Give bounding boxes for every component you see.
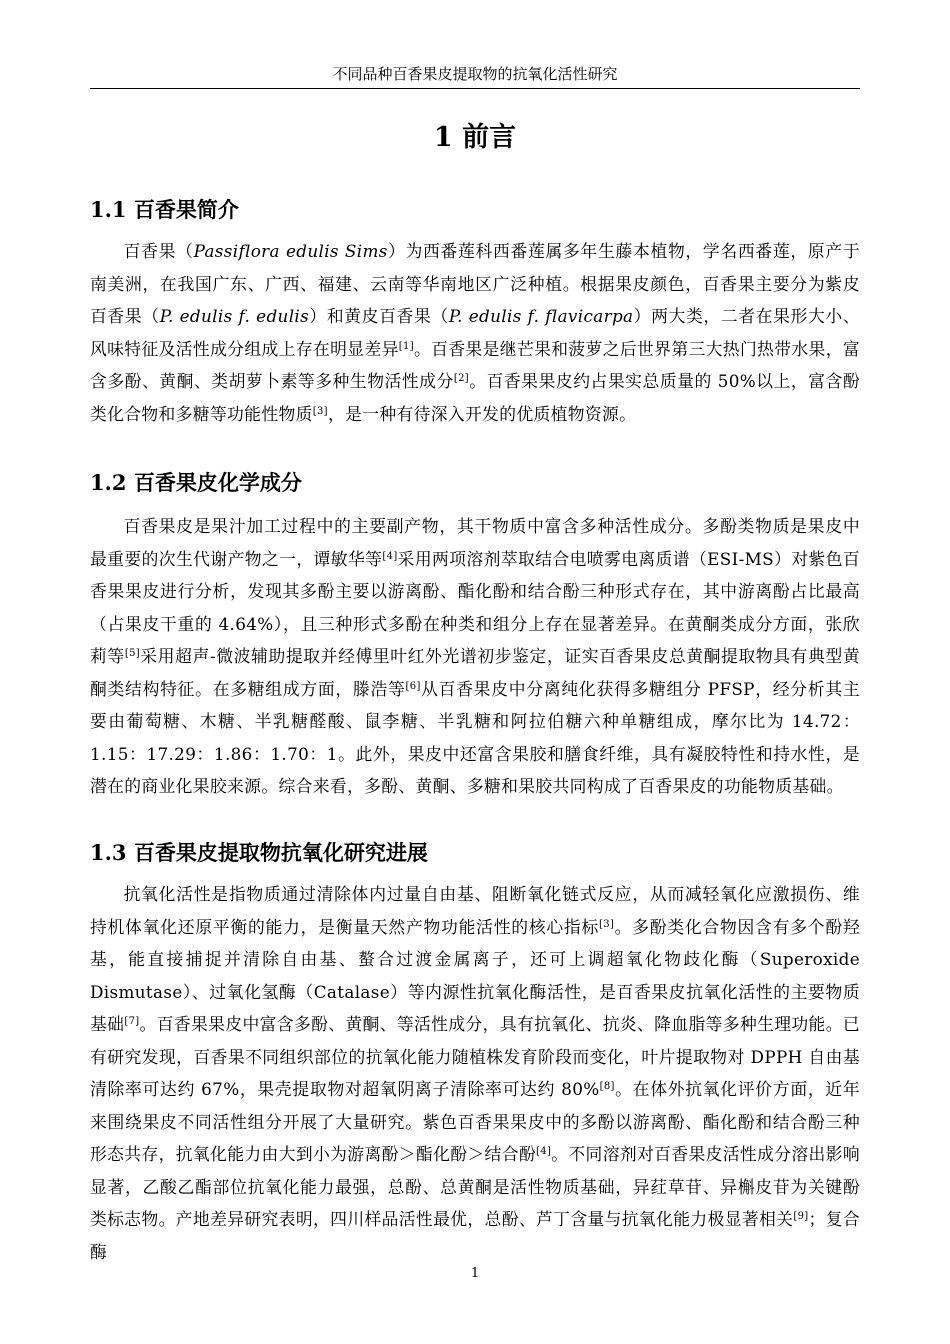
paragraph-text: ）两大类，二者在果形大小、风味特征及活性成分组成上存在明显差异 bbox=[90, 306, 860, 359]
citation-ref: [1] bbox=[398, 340, 414, 352]
section-body-1-2 bbox=[90, 510, 860, 803]
paragraph-text: 百香果（ bbox=[123, 241, 194, 261]
citation-ref: [8] bbox=[599, 1081, 615, 1092]
citation-ref: [4] bbox=[536, 1146, 552, 1157]
paragraph-text: 采用两项溶剂萃取结合电喷雾电离质谱（ESI-MS）对紫色百香果果皮进行分析，发现其多酚主要以游离酚、酯化酚和结合酚三种形式存在，其中游离酚占比最高（占果皮干重的 4.64%），且三种形式多酚在种类和组分上存在显著差异。在黄酮类成分方面，张欣莉等 bbox=[90, 548, 860, 666]
paragraph-text: 采用超声-微波辅助提取并经傅里叶红外光谱初步鉴定，证实百香果皮总黄酮提取物具有典型黄酮类结构特征。在多糖组成方面，滕浩等 bbox=[90, 646, 861, 699]
citation-ref: [6] bbox=[405, 680, 421, 692]
section-title-1-3: 1.3 百香果皮提取物抗氧化研究进展 bbox=[90, 840, 428, 865]
paragraph-text: ）为西番莲科西番莲属多年生藤本植物，学名西番莲，原产于南美洲，在我国广东、广西、福建、云南等华南地区广泛种植。根据果皮颜色，百香果主要分为紫皮百香果（ bbox=[90, 241, 860, 326]
section-body-1-1 bbox=[90, 235, 860, 430]
citation-ref: [2] bbox=[453, 373, 470, 384]
species-name: P. edulis f. edulis bbox=[159, 306, 310, 326]
page-number: 1 bbox=[470, 1266, 480, 1281]
citation-ref: [3] bbox=[312, 405, 328, 417]
paragraph-text: 。百香果是继芒果和菠萝之后世界第三大热门热带水果，富含多酚、黄酮、类胡萝卜素等多种生物活性成分 bbox=[90, 338, 860, 391]
paragraph-text: 抗氧化活性是指物质通过清除体内过量自由基、阻断氧化链式反应，从而减轻氧化应激损伤、维持机体氧化还原平衡的能力，是衡量天然产物功能活性的核心指标 bbox=[90, 884, 860, 937]
paragraph-text: 。多酚类化合物因含有多个酚羟基，能直接捕捉并清除自由基、螯合过渡金属离子，还可上调超氧化物歧化酶（Superoxide Dismutase）、过氧化氢酶（Catalase）等内源性抗氧化酶活性，是百香果皮抗氧化活性的主要物质基础 bbox=[90, 916, 861, 1034]
citation-ref: [3] bbox=[599, 918, 615, 930]
running-header: 不同品种百香果皮提取物的抗氧化活性研究 bbox=[332, 65, 618, 83]
citation-ref: [5] bbox=[124, 648, 141, 659]
paragraph-text: ）和黄皮百香果（ bbox=[309, 306, 449, 326]
section-body-1-3 bbox=[90, 878, 860, 1268]
section-title-1-1: 1.1 百香果简介 bbox=[90, 197, 239, 222]
paragraph-text: 。在体外抗氧化评价方面，近年来围绕果皮不同活性组分开展了大量研究。紫色百香果果皮中的多酚以游离酚、酯化酚和结合酚三种形态共存，抗氧化能力由大到小为游离酚＞酯化酚＞结合酚 bbox=[90, 1079, 861, 1164]
section-title-1-2: 1.2 百香果皮化学成分 bbox=[90, 470, 302, 495]
chapter-title: 1 前言 bbox=[433, 122, 517, 153]
paragraph-text: ；复合酶 bbox=[90, 1209, 860, 1262]
paragraph-text: ，是一种有待深入开发的优质植物资源。 bbox=[327, 403, 637, 424]
species-name: Passiflora edulis Sims bbox=[193, 241, 388, 261]
citation-ref: [4] bbox=[382, 550, 398, 562]
citation-ref: [9] bbox=[793, 1211, 809, 1222]
paragraph-text: 。百香果果皮中富含多酚、黄酮、等活性成分，具有抗氧化、抗炎、降血脂等多种生理功能。已有研究发现，百香果不同组织部位的抗氧化能力随植株发育阶段而变化，叶片提取物对 DPPH 自由基清除率可达约 67%，果壳提取物对超氧阴离子清除率可达约 80% bbox=[90, 1014, 861, 1099]
species-name: P. edulis f. flavicarpa bbox=[448, 306, 634, 326]
paragraph-text: 从百香果皮中分离纯化获得多糖组分 PFSP，经分析其主要由葡萄糖、木糖、半乳糖醛酸、鼠李糖、半乳糖和阿拉伯糖六种单糖组成，摩尔比为 14.72：1.15：17.29：1.86：1.70：1。此外，果皮中还富含果胶和膳食纤维，具有凝胶特性和持水性，是潜在的商业化果胶来源。综合来看，多酚、黄酮、多糖和果胶共同构成了百香果皮的功能物质基础。 bbox=[90, 678, 860, 796]
citation-ref: [7] bbox=[124, 1016, 140, 1027]
header-rule bbox=[90, 88, 860, 89]
paragraph-text: 。不同溶剂对百香果皮活性成分溶出影响显著，乙酸乙酯部位抗氧化能力最强，总酚、总黄酮是活性物质基础，异荭草苷、异槲皮苷为关键酚类标志物。产地差异研究表明，四川样品活性最优，总酚、芦丁含量与抗氧化能力极显著相关 bbox=[90, 1144, 860, 1229]
paragraph-text: 。百香果果皮约占果实总质量的 50%以上，富含酚类化合物和多糖等功能性物质 bbox=[90, 371, 860, 424]
paragraph-text: 百香果皮是果汁加工过程中的主要副产物，其干物质中富含多种活性成分。多酚类物质是果皮中最重要的次生代谢产物之一，谭敏华等 bbox=[90, 516, 860, 569]
